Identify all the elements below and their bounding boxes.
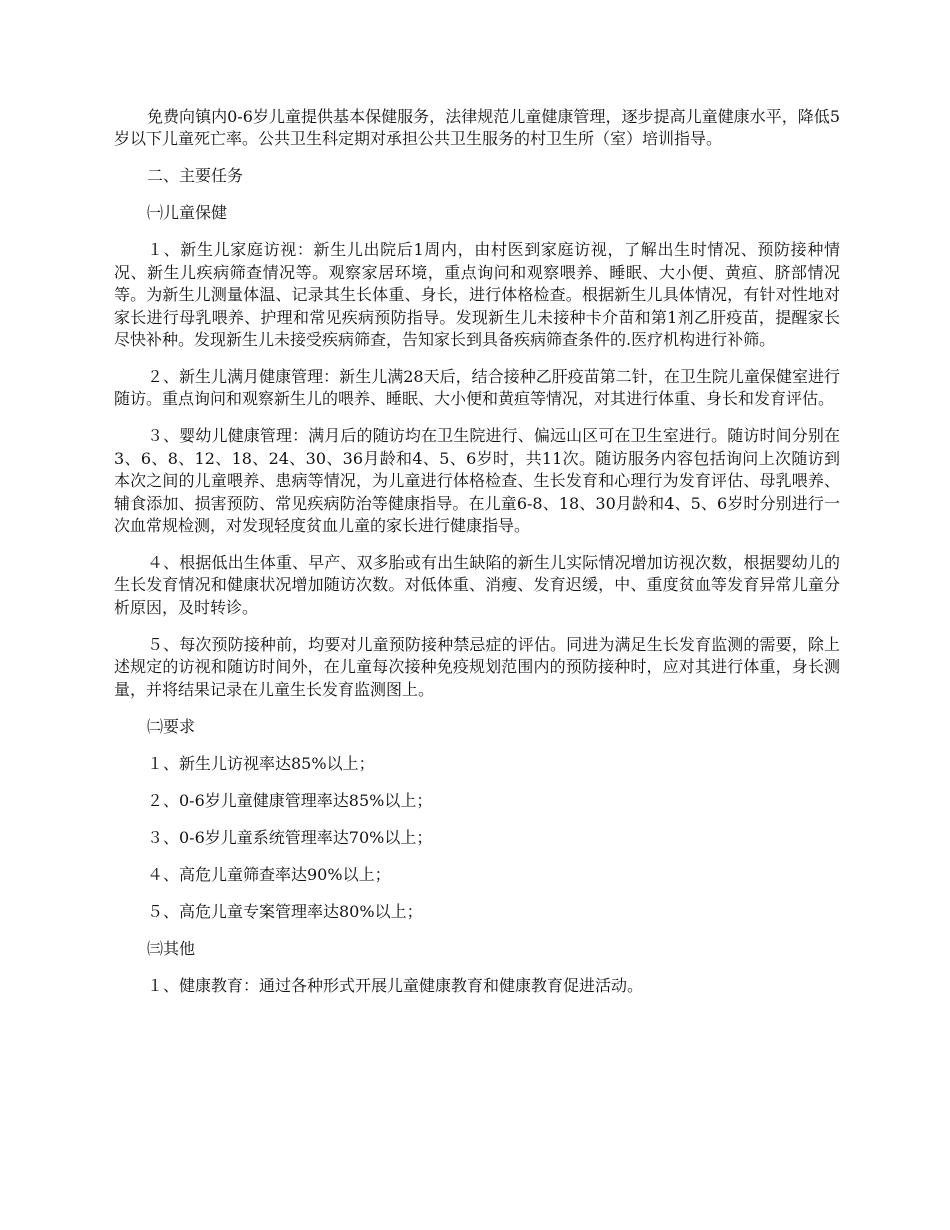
other-item-1: １、健康教育：通过各种形式开展儿童健康教育和健康教育促进活动。 xyxy=(147,975,644,995)
paragraph-item-5: ５、每次预防接种前，均要对儿童预防接种禁忌症的评估。同进为满足生长发育监测的需要，除上述规定的访视和随访时间外，在儿童每次接种免疫规划范围内的预防接种时，应对其进行体重，身长测量，并将结果记录在儿童生长发育监测图上。 xyxy=(114,634,840,699)
requirement-item-2: ２、0-6岁儿童健康管理率达85%以上； xyxy=(147,790,433,810)
requirement-item-5: ５、高危儿童专案管理率达80%以上； xyxy=(147,901,423,921)
paragraph-item-2: ２、新生儿满月健康管理：新生儿满28天后，结合接种乙肝疫苗第二针，在卫生院儿童保健室进行随访。重点询问和观察新生儿的喂养、睡眠、大小便和黄疸等情况，对其进行体重、身长和发育评估。 xyxy=(114,367,840,409)
paragraph-item-4: ４、根据低出生体重、早产、双多胎或有出生缺陷的新生儿实际情况增加访视次数，根据婴幼儿的生长发育情况和健康状况增加随访次数。对低体重、消瘦、发育迟缓，中、重度贫血等发育异常儿童分析原因，及时转诊。 xyxy=(114,553,840,617)
section-heading-main-tasks: 二、主要任务 xyxy=(147,166,244,186)
paragraph-intro: 免费向镇内0-6岁儿童提供基本保健服务，法律规范儿童健康管理，逐步提高儿童健康水平，降低5岁以下儿童死亡率。公共卫生科定期对承担公共卫生服务的村卫生所（室）培训指导。 xyxy=(114,107,840,149)
subsection-heading-child-care: ㈠儿童保健 xyxy=(147,203,228,223)
requirement-item-1: １、新生儿访视率达85%以上； xyxy=(147,753,375,773)
subsection-heading-requirements: ㈡要求 xyxy=(147,716,196,736)
paragraph-item-3: ３、婴幼儿健康管理：满月后的随访均在卫生院进行、偏远山区可在卫生室进行。随访时间分别在3、6、8、12、18、24、30、36月龄和4、5、6岁时，共11次。随访服务内容包括询问上次随访到本次之间的儿童喂养、患病等情况，为儿童进行体格检查、生长发育和心理行为发育评估、母乳喂养、辅食添加、损害预防、常见疾病防治等健康指导。在儿童6-8、18、30月龄和4、5、6岁时分别进行一次血常规检测，对发现轻度贫血儿童的家长进行健康指导。 xyxy=(114,426,840,536)
paragraph-item-1: １、新生儿家庭访视：新生儿出院后1周内，由村医到家庭访视，了解出生时情况、预防接种情况、新生儿疾病筛查情况等。观察家居环境，重点询问和观察喂养、睡眠、大小便、黄疸、脐部情况等。为新生儿测量体温、记录其生长体重、身长，进行体格检查。根据新生儿具体情况，有针对性地对家长进行母乳喂养、护理和常见疾病预防指导。发现新生儿未接种卡介苗和第1剂乙肝疫苗，提醒家长尽快补种。发现新生儿未接受疾病筛查，告知家长到具备疾病筛查条件的.医疗机构进行补筛。 xyxy=(114,240,840,350)
requirement-item-4: ４、高危儿童筛查率达90%以上； xyxy=(147,864,391,884)
subsection-heading-other: ㈢其他 xyxy=(147,938,196,958)
requirement-item-3: ３、0-6岁儿童系统管理率达70%以上； xyxy=(147,827,433,847)
